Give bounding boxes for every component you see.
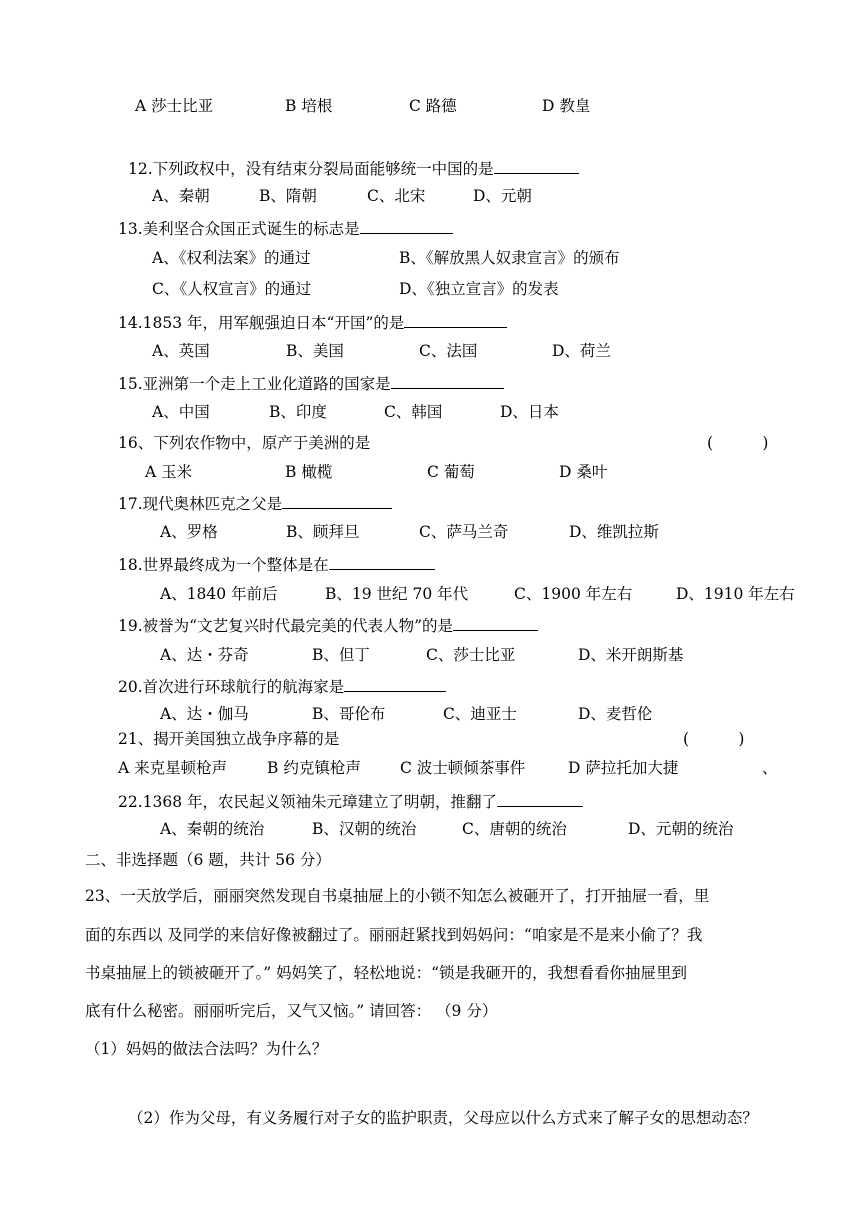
q15-stem-text: 15.亚洲第一个走上工业化道路的国家是	[118, 375, 391, 393]
q15-answer-blank[interactable]	[391, 372, 504, 389]
q17-option-d: D、维凯拉斯	[569, 523, 659, 541]
q20-option-b: B、哥伦布	[312, 705, 386, 723]
q11-option-b: B 培根	[285, 97, 333, 115]
q13-option-a: A、《权利法案》的通过	[152, 249, 311, 267]
q23-line: 23、一天放学后，丽丽突然发现自书桌抽屉上的小锁不知怎么被砸开了，打开抽屉一看，里	[85, 887, 710, 905]
q17-answer-blank[interactable]	[282, 492, 392, 509]
q18-stem-text: 18.世界最终成为一个整体是在	[118, 556, 329, 574]
q20-option-d: D、麦哲伦	[578, 705, 653, 723]
q21-option-c: C 波士顿倾茶事件	[400, 759, 526, 777]
q19-option-d: D、米开朗斯基	[578, 646, 684, 664]
q19-stem-text: 19.被誉为“文艺复兴时代最完美的代表人物”的是	[118, 617, 453, 635]
q18-stem	[118, 553, 435, 575]
q16-option-c: C 葡萄	[427, 463, 475, 481]
q16-option-b: B 橄榄	[285, 463, 333, 481]
q19-option-b: B、但丁	[312, 646, 370, 664]
q13-option-d: D、《独立宣言》的发表	[399, 280, 559, 298]
q12-option-c: C、北宋	[367, 187, 426, 205]
q16-answer-parentheses[interactable]: ( )	[707, 434, 769, 452]
q22-option-b: B、汉朝的统治	[312, 820, 417, 838]
q17-stem	[118, 492, 392, 514]
q15-option-a: A、中国	[152, 403, 210, 421]
q21-option-b: B 约克镇枪声	[267, 759, 361, 777]
q23-subquestion-1: （1）妈妈的做法合法吗？为什么？	[85, 1040, 328, 1058]
q14-option-c: C、法国	[419, 342, 478, 360]
q17-option-c: C、萨马兰奇	[419, 523, 509, 541]
q19-stem	[118, 614, 538, 636]
q16-option-a: A 玉米	[145, 463, 193, 481]
q12-option-a: A、秦朝	[152, 187, 210, 205]
q19-option-a: A、达・芬奇	[160, 646, 249, 664]
q20-stem	[118, 675, 446, 697]
q16-stem: 16、下列农作物中，原产于美洲的是	[118, 434, 371, 452]
q22-option-c: C、唐朝的统治	[462, 820, 567, 838]
q11-option-d: D 教皇	[542, 97, 591, 115]
q18-option-d: D、1910 年左右	[676, 585, 795, 603]
q12-answer-blank[interactable]	[494, 157, 579, 174]
q12-stem-text: 12.下列政权中，没有结束分裂局面能够统一中国的是	[128, 160, 494, 178]
q14-stem	[118, 311, 507, 333]
section-title: 二、非选择题（6 题，共计 56 分）	[85, 851, 331, 869]
q22-option-d: D、元朝的统治	[628, 820, 734, 838]
q18-option-c: C、1900 年左右	[514, 585, 633, 603]
q20-answer-blank[interactable]	[344, 675, 446, 692]
q12-stem	[128, 157, 579, 179]
q13-answer-blank[interactable]	[360, 217, 453, 234]
q21-answer-parentheses[interactable]: ( )	[683, 730, 745, 748]
q14-option-d: D、荷兰	[552, 342, 611, 360]
q13-option-b: B、《解放黑人奴隶宣言》的颁布	[399, 249, 620, 267]
q21-option-d: D 萨拉托加大捷	[568, 759, 679, 777]
q23-subquestion-2: （2）作为父母，有义务履行对子女的监护职责，父母应以什么方式来了解子女的思想动态？	[128, 1109, 758, 1127]
q21-stem: 21、揭开美国独立战争序幕的是	[118, 730, 340, 748]
q12-option-d: D、元朝	[473, 187, 532, 205]
q14-answer-blank[interactable]	[404, 311, 507, 328]
q17-option-a: A、罗格	[160, 523, 218, 541]
q17-option-b: B、顾拜旦	[286, 523, 360, 541]
q12-option-b: B、隋朝	[259, 187, 317, 205]
q23-line: 书桌抽屉上的锁被砸开了。” 妈妈笑了，轻松地说：“锁是我砸开的，我想看看你抽屉里到	[85, 964, 688, 982]
q15-option-d: D、日本	[500, 403, 559, 421]
q15-option-c: C、韩国	[384, 403, 443, 421]
q15-option-b: B、印度	[269, 403, 327, 421]
q21-option-a: A 来克星顿枪声	[118, 759, 228, 777]
q13-stem-text: 13.美利坚合众国正式诞生的标志是	[118, 220, 360, 238]
q16-option-d: D 桑叶	[559, 463, 608, 481]
q13-stem	[118, 217, 453, 239]
q20-option-a: A、达・伽马	[160, 705, 249, 723]
q23-line: 底有什么秘密。丽丽听完后，又气又恼。” 请回答： （9 分）	[85, 1002, 498, 1020]
q13-option-c: C、《人权宣言》的通过	[152, 280, 312, 298]
q11-option-a: A 莎士比亚	[135, 97, 214, 115]
q19-answer-blank[interactable]	[453, 614, 538, 631]
q19-option-c: C、莎士比亚	[426, 646, 516, 664]
q22-stem	[118, 790, 583, 812]
q21-trailing-mark: 、	[762, 759, 778, 777]
q22-stem-text: 22.1368 年，农民起义领袖朱元璋建立了明朝，推翻了	[118, 793, 498, 811]
q18-option-a: A、1840 年前后	[160, 585, 278, 603]
q14-option-a: A、英国	[152, 342, 210, 360]
q22-answer-blank[interactable]	[497, 790, 583, 807]
q14-stem-text: 14.1853 年，用军舰强迫日本“开国”的是	[118, 314, 405, 332]
q22-option-a: A、秦朝的统治	[160, 820, 265, 838]
q18-option-b: B、19 世纪 70 年代	[325, 585, 469, 603]
q15-stem	[118, 372, 504, 394]
q18-answer-blank[interactable]	[329, 553, 435, 570]
q17-stem-text: 17.现代奥林匹克之父是	[118, 495, 283, 513]
q20-stem-text: 20.首次进行环球航行的航海家是	[118, 678, 345, 696]
q20-option-c: C、迪亚士	[443, 705, 517, 723]
q23-line: 面的东西以 及同学的来信好像被翻过了。丽丽赶紧找到妈妈问：“咱家是不是来小偷了？我	[85, 926, 703, 944]
q11-option-c: C 路德	[409, 97, 457, 115]
q14-option-b: B、美国	[286, 342, 344, 360]
